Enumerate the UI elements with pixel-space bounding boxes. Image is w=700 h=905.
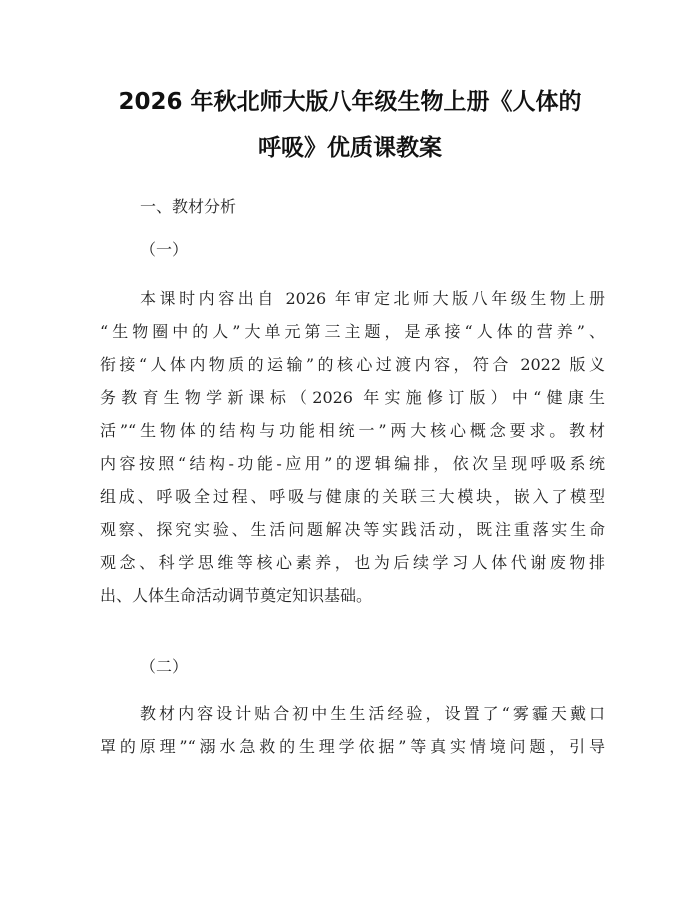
paragraph-line: 务教育生物学新课标（2026 年实施修订版）中“健康生 — [100, 388, 605, 407]
paragraph-2 — [100, 697, 605, 763]
paragraph-line: 组成、呼吸全过程、呼吸与健康的关联三大模块，嵌入了模型 — [100, 487, 605, 506]
document-title-line-2: 呼吸》优质课教案 — [258, 135, 442, 161]
section-heading: 一、教材分析 — [140, 197, 237, 216]
paragraph-1 — [100, 282, 605, 612]
paragraph-line: 衔接“人体内物质的运输”的核心过渡内容，符合 2022 版义 — [100, 355, 605, 374]
paragraph-line: 罩的原理”“溺水急救的生理学依据”等真实情境问题，引导 — [100, 737, 605, 756]
paragraph-line: 内容按照“结构-功能-应用”的逻辑编排，依次呈现呼吸系统 — [100, 454, 605, 473]
sub-heading-1: （一） — [140, 240, 189, 259]
document-title-line-1: 2026 年秋北师大版八年级生物上册《人体的 — [118, 89, 582, 115]
paragraph-line: 出、人体生命活动调节奠定知识基础。 — [100, 586, 373, 605]
sub-heading-2: （二） — [140, 657, 189, 676]
paragraph-line: “生物圈中的人”大单元第三主题，是承接“人体的营养”、 — [100, 322, 605, 341]
paragraph-line: 活”“生物体的结构与功能相统一”两大核心概念要求。教材 — [100, 421, 605, 440]
paragraph-line: 观察、探究实验、生活问题解决等实践活动，既注重落实生命 — [100, 520, 605, 539]
paragraph-line: 观念、科学思维等核心素养，也为后续学习人体代谢废物排 — [100, 553, 605, 572]
paragraph-line: 本课时内容出自 2026 年审定北师大版八年级生物上册 — [140, 289, 605, 308]
paragraph-line: 教材内容设计贴合初中生生活经验，设置了“雾霾天戴口 — [140, 704, 605, 723]
